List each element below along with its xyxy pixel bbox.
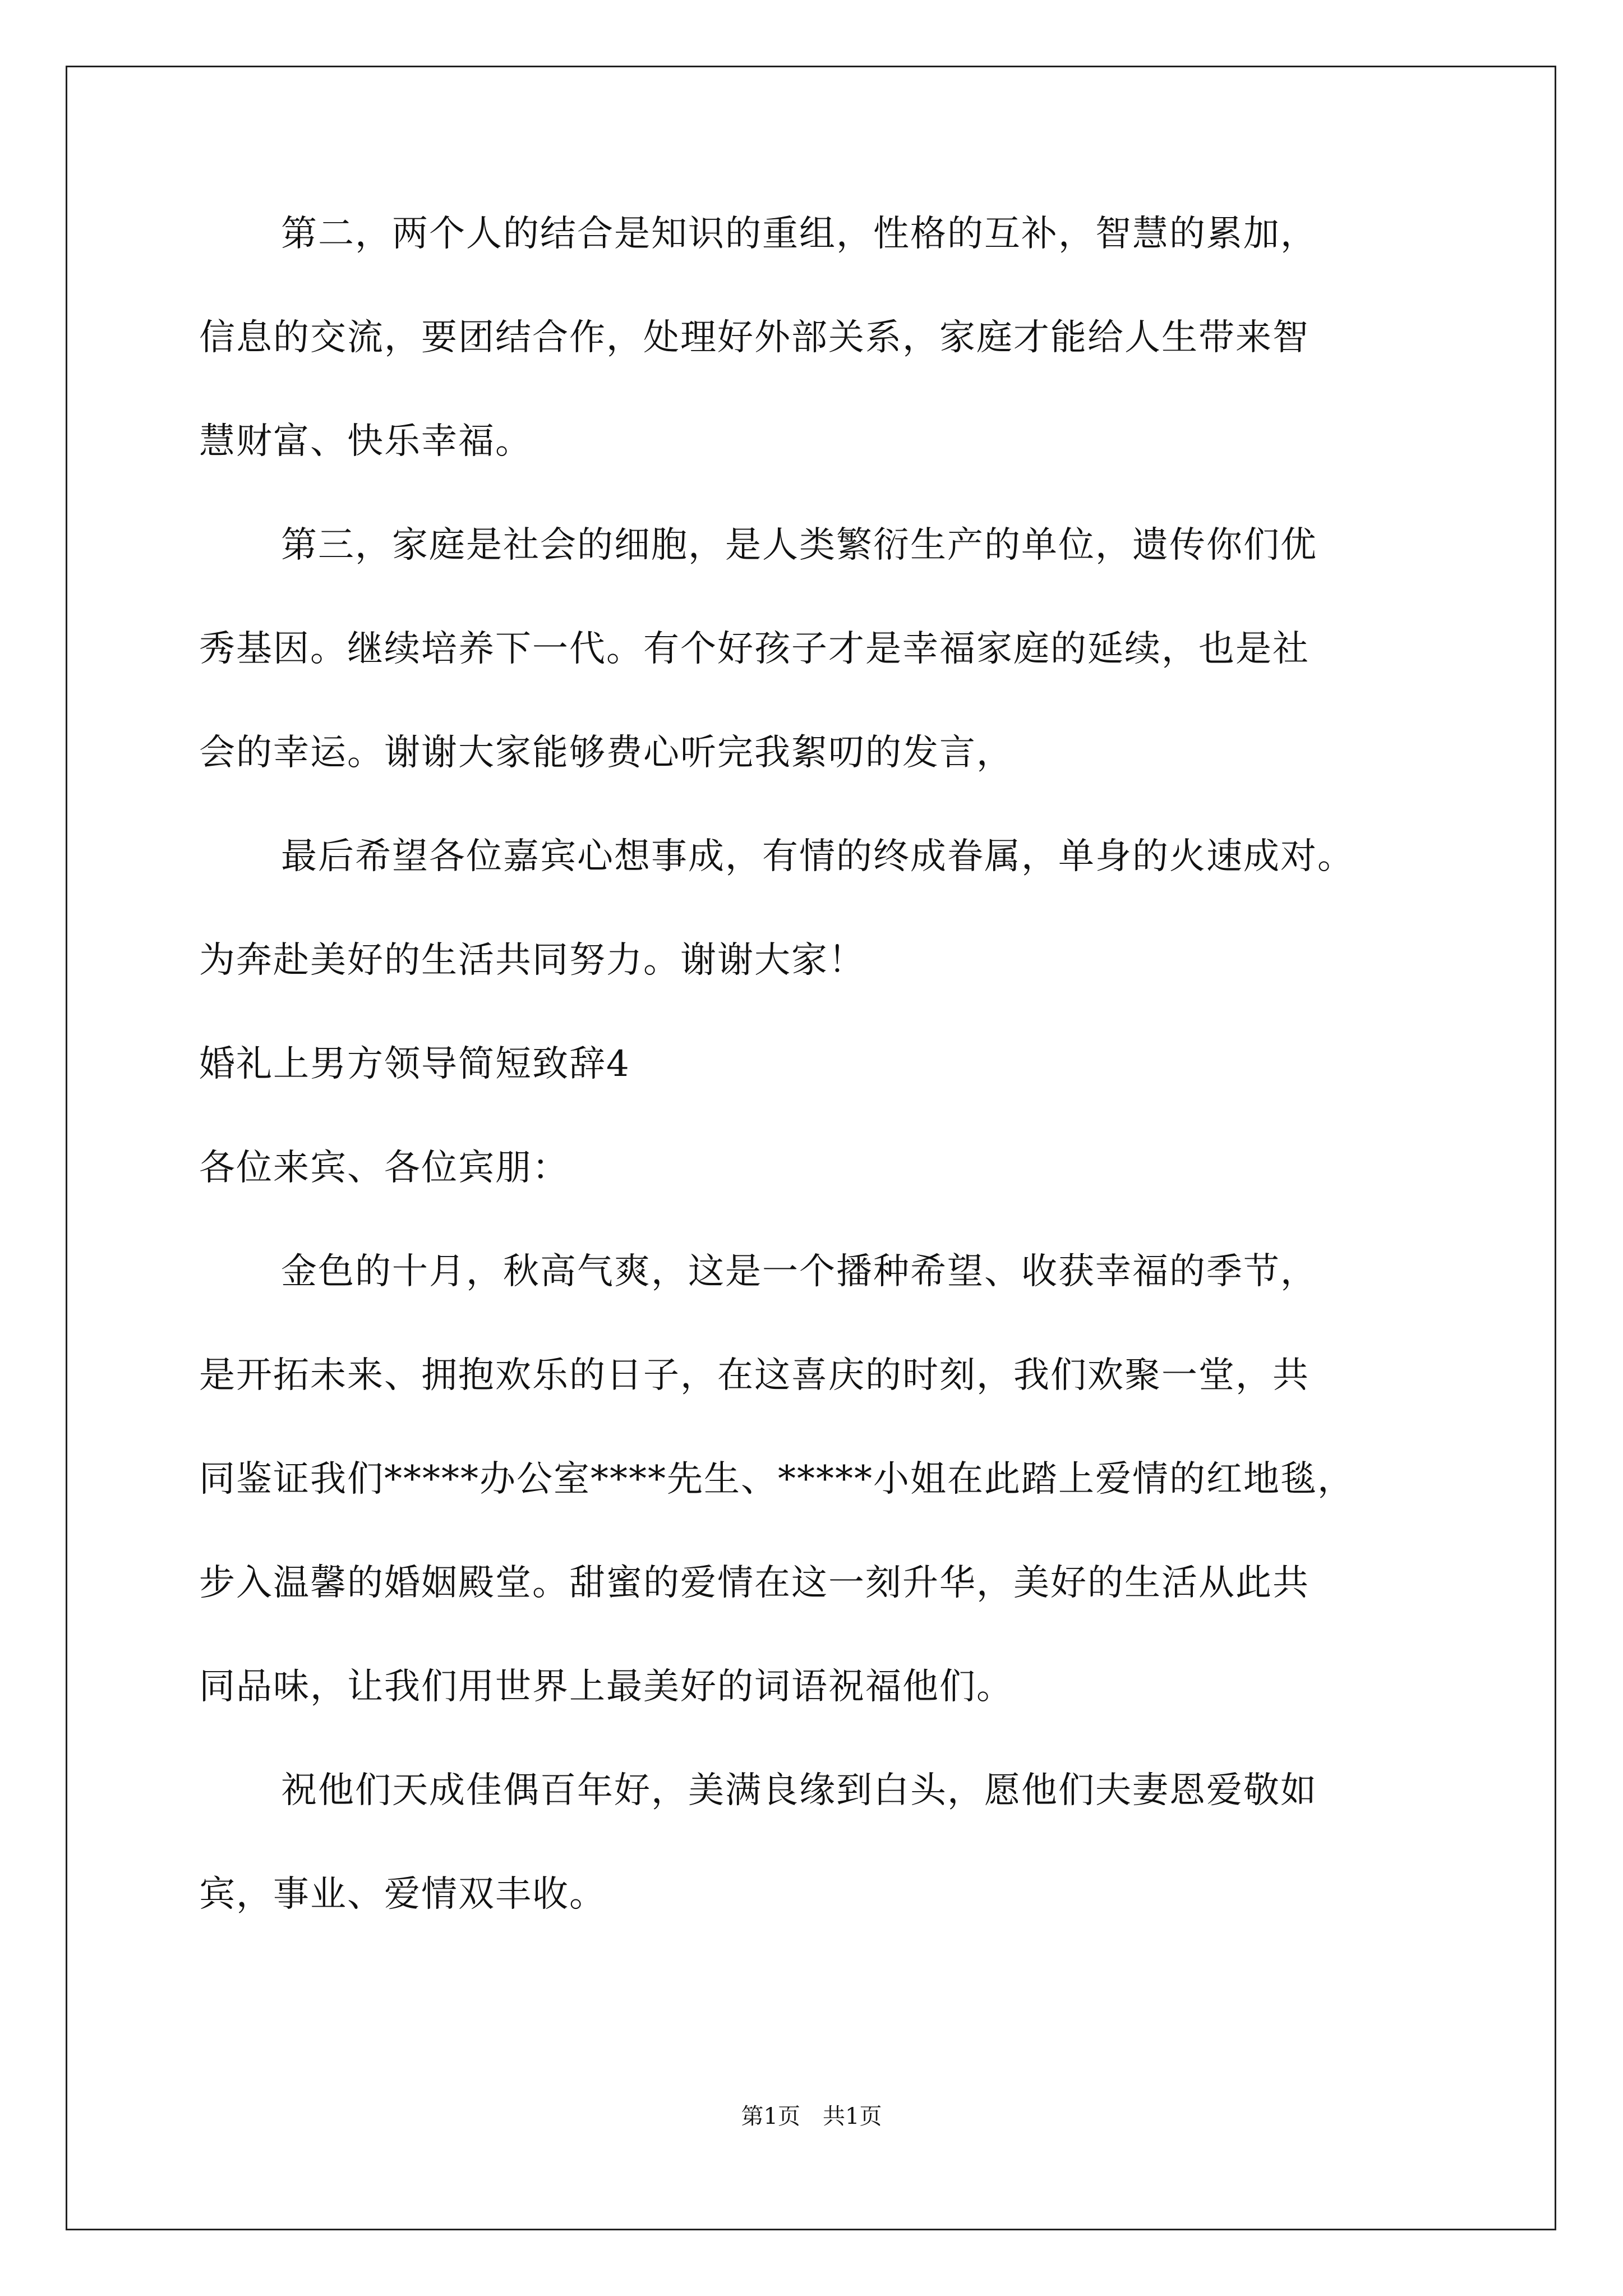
paragraph-line: 会的幸运。谢谢大家能够费心听完我絮叨的发言， [199, 732, 1013, 774]
section-heading: 婚礼上男方领导简短致辞4 [199, 1043, 630, 1085]
paragraph-line: 秀基因。继续培养下一代。有个好孩子才是幸福家庭的延续，也是社 [199, 628, 1310, 670]
paragraph-line: 金色的十月，秋高气爽，这是一个播种希望、收获幸福的季节， [281, 1251, 1317, 1292]
paragraph-line: 同鉴证我们*****办公室****先生、*****小姐在此踏上爱情的红地毯， [199, 1458, 1354, 1500]
paragraph-line: 是开拓未来、拥抱欢乐的日子，在这喜庆的时刻，我们欢聚一堂，共 [199, 1355, 1310, 1396]
paragraph-line: 第三，家庭是社会的细胞，是人类繁衍生产的单位，遗传你们优 [281, 524, 1317, 566]
paragraph-line: 同品味，让我们用世界上最美好的词语祝福他们。 [199, 1666, 1013, 1708]
page-footer: 第1页 共1页 [741, 2104, 882, 2129]
paragraph-line: 为奔赴美好的生活共同努力。谢谢大家！ [199, 940, 865, 981]
paragraph-line: 慧财富、快乐幸福。 [199, 421, 532, 462]
paragraph-line: 步入温馨的婚姻殿堂。甜蜜的爱情在这一刻升华，美好的生活从此共 [199, 1562, 1310, 1604]
paragraph-line: 第二，两个人的结合是知识的重组，性格的互补，智慧的累加， [281, 213, 1317, 255]
paragraph-line: 信息的交流，要团结合作，处理好外部关系，家庭才能给人生带来智 [199, 317, 1310, 358]
paragraph-line: 最后希望各位嘉宾心想事成，有情的终成眷属，单身的火速成对。 [281, 836, 1354, 877]
paragraph-line: 宾，事业、爱情双丰收。 [199, 1874, 606, 1915]
paragraph-line: 祝他们天成佳偶百年好，美满良缘到白头，愿他们夫妻恩爱敬如 [281, 1770, 1317, 1811]
salutation: 各位来宾、各位宾朋： [199, 1147, 569, 1189]
